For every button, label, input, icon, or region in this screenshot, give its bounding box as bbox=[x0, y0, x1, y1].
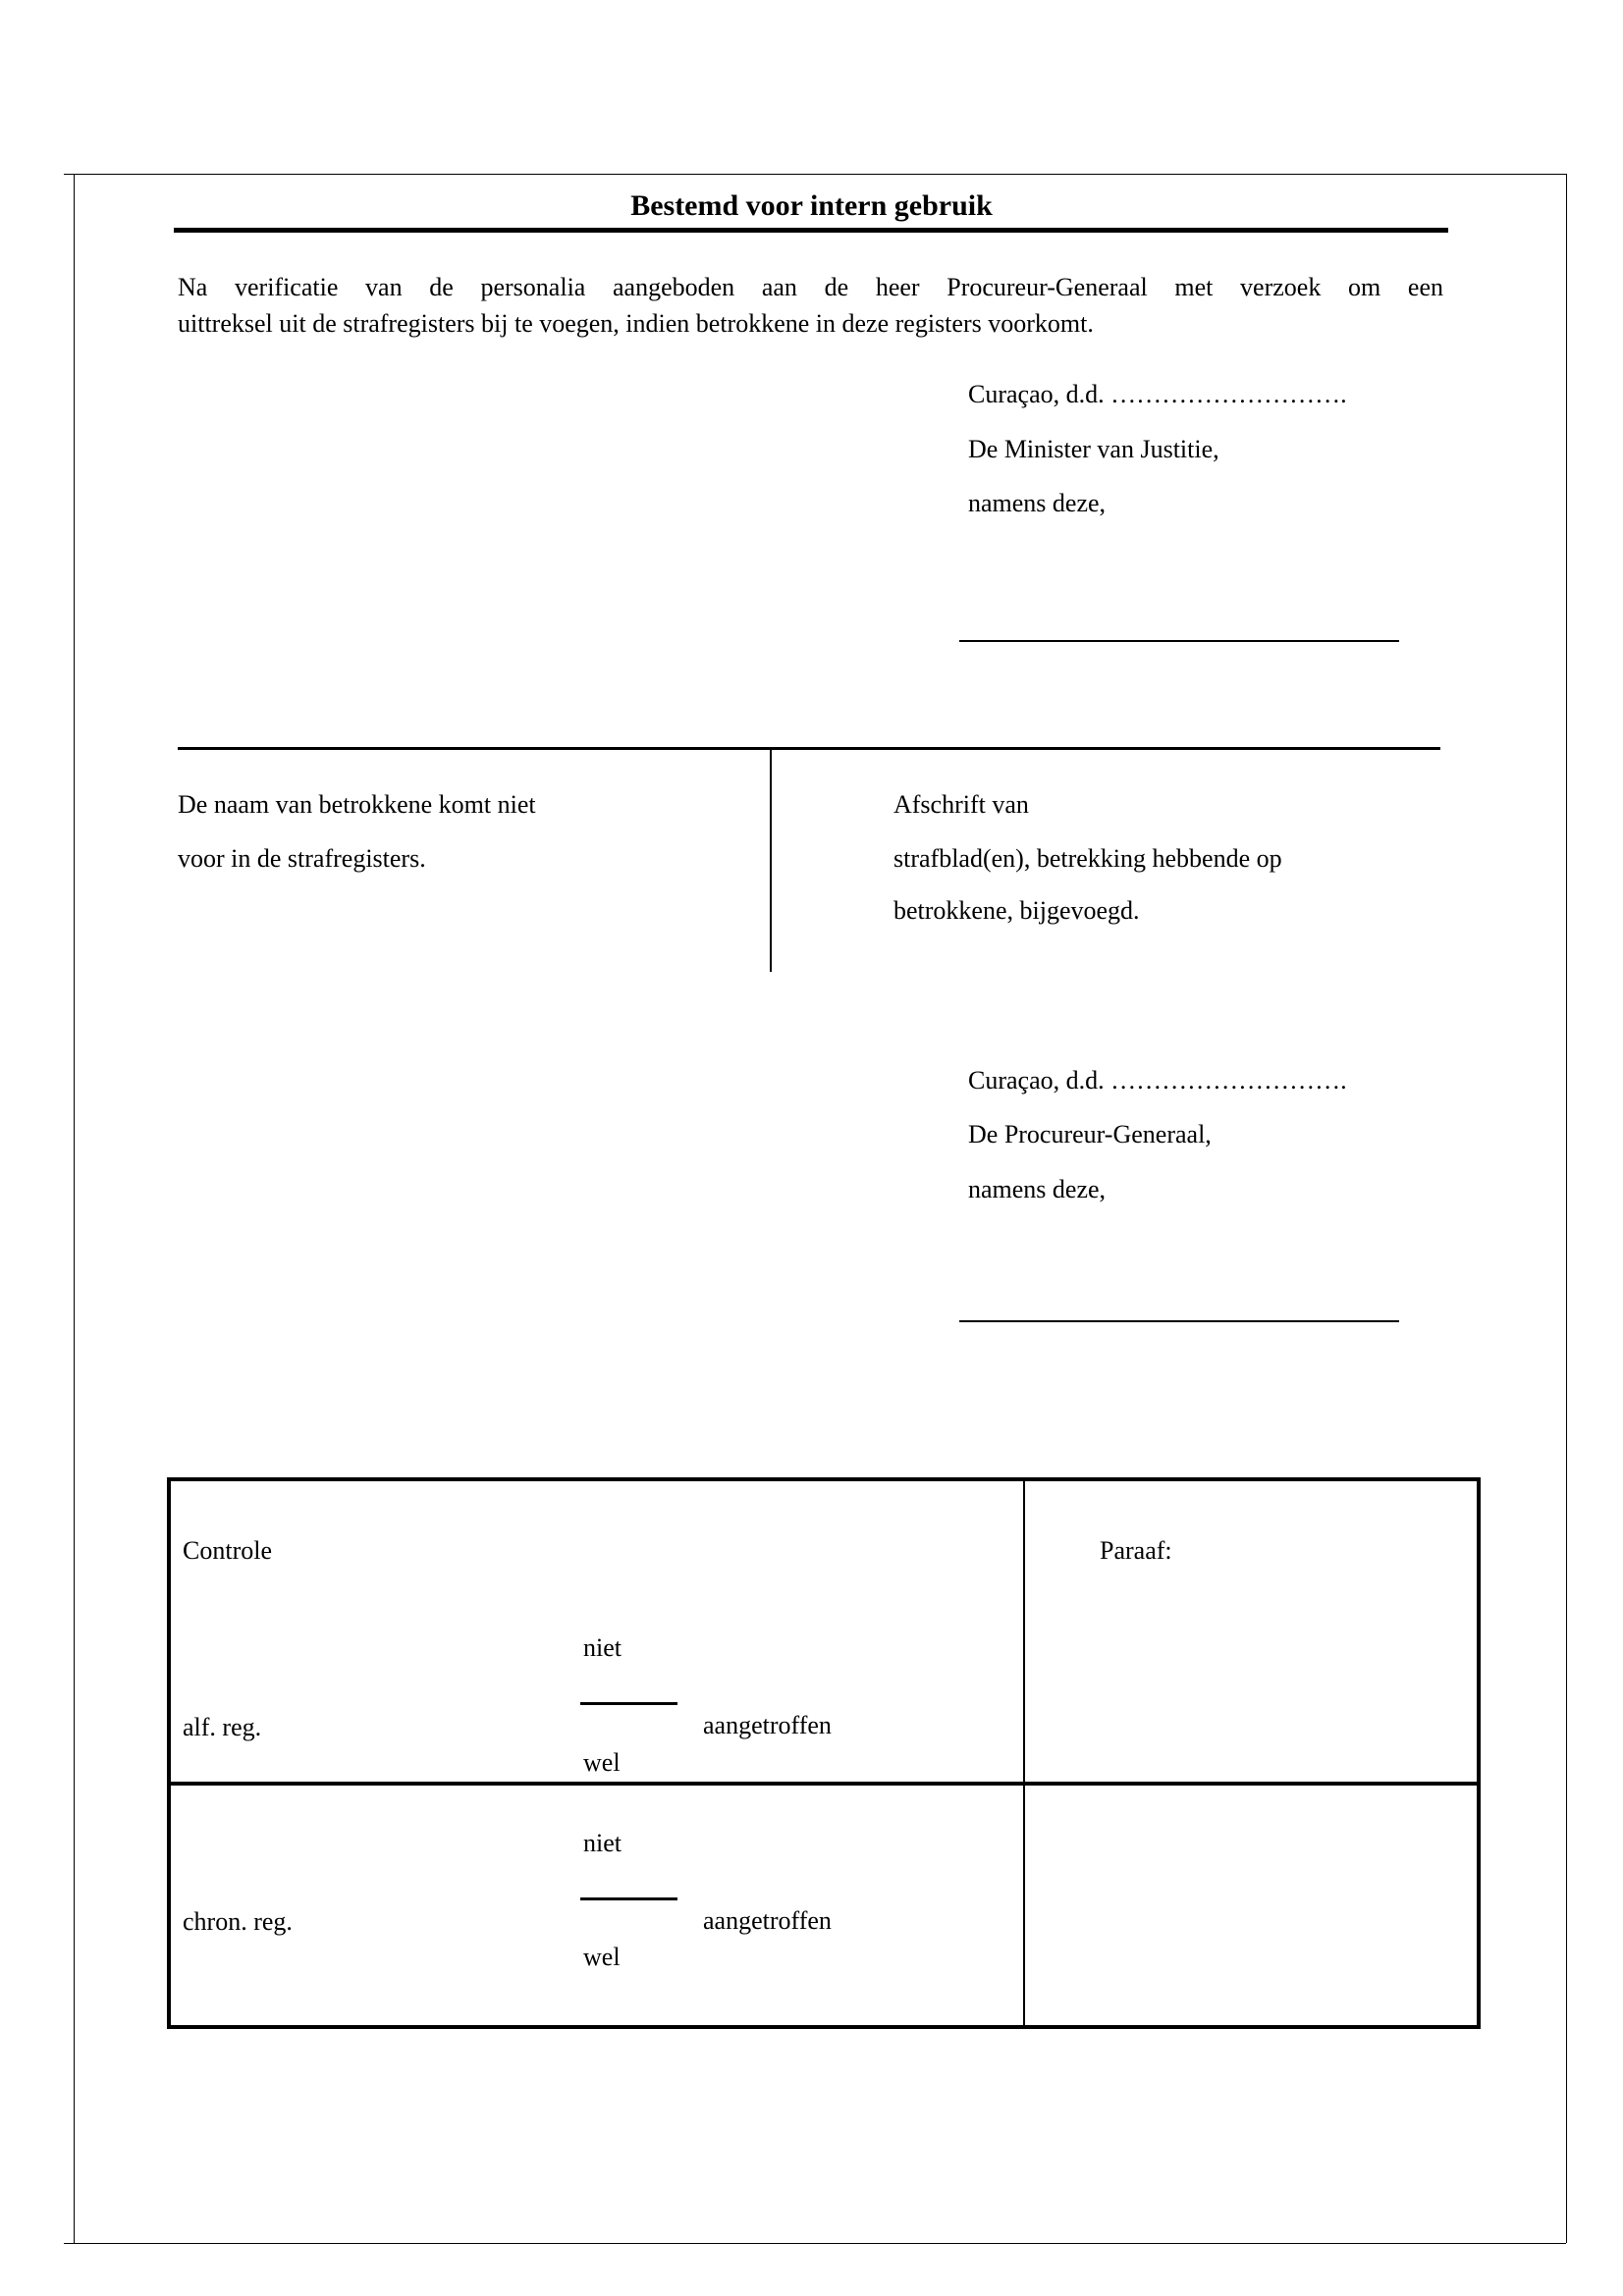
pg-role: De Procureur-Generaal, bbox=[968, 1120, 1212, 1148]
minister-signature-line bbox=[959, 640, 1399, 642]
table-row-divider bbox=[171, 1782, 1477, 1786]
right-option-line-3: betrokkene, bijgevoegd. bbox=[893, 896, 1140, 925]
pg-signature-line bbox=[959, 1320, 1399, 1322]
row2-label: chron. reg. bbox=[183, 1907, 293, 1936]
control-table bbox=[167, 1477, 1481, 2029]
intro-line-2: uittreksel uit de strafregisters bij te voegen, indien betrokkene in deze registers voorkomt. bbox=[178, 309, 1094, 338]
frame-right bbox=[1566, 174, 1567, 2243]
row1-top-option: niet bbox=[583, 1633, 622, 1662]
title-rule bbox=[174, 228, 1448, 233]
minister-date: Curaçao, d.d. ………………………. bbox=[968, 380, 1347, 408]
frame-bottom bbox=[64, 2243, 1566, 2244]
minister-role: De Minister van Justitie, bbox=[968, 435, 1219, 463]
row2-top-option: niet bbox=[583, 1829, 622, 1857]
frame-left bbox=[74, 174, 75, 2243]
pg-date: Curaçao, d.d. ………………………. bbox=[968, 1066, 1347, 1095]
row1-bottom-option: wel bbox=[583, 1748, 621, 1777]
row2-result: aangetroffen bbox=[703, 1906, 832, 1935]
section-divider bbox=[178, 747, 1440, 750]
minister-on-behalf: namens deze, bbox=[968, 489, 1107, 517]
row2-bottom-option: wel bbox=[583, 1943, 621, 1971]
pg-on-behalf: namens deze, bbox=[968, 1175, 1107, 1203]
left-option-line-1: De naam van betrokkene komt niet bbox=[178, 790, 536, 819]
row2-fraction-bar bbox=[580, 1897, 677, 1900]
option-divider bbox=[770, 748, 772, 972]
intro-line-1: Na verificatie van de personalia aangeboden aan de heer Procureur-Generaal met verzoek om een bbox=[178, 273, 1443, 301]
frame-top bbox=[64, 174, 1566, 175]
table-column-divider bbox=[1023, 1481, 1025, 2025]
row1-fraction-bar bbox=[580, 1702, 677, 1705]
initials-label: Paraaf: bbox=[1100, 1536, 1172, 1565]
row1-result: aangetroffen bbox=[703, 1711, 832, 1739]
left-option-line-2: voor in de strafregisters. bbox=[178, 844, 426, 873]
row1-label: alf. reg. bbox=[183, 1713, 262, 1741]
page-title: Bestemd voor intern gebruik bbox=[630, 189, 993, 222]
control-heading: Controle bbox=[183, 1536, 272, 1565]
right-option-line-1: Afschrift van bbox=[893, 790, 1029, 819]
right-option-line-2: strafblad(en), betrekking hebbende op bbox=[893, 844, 1282, 873]
